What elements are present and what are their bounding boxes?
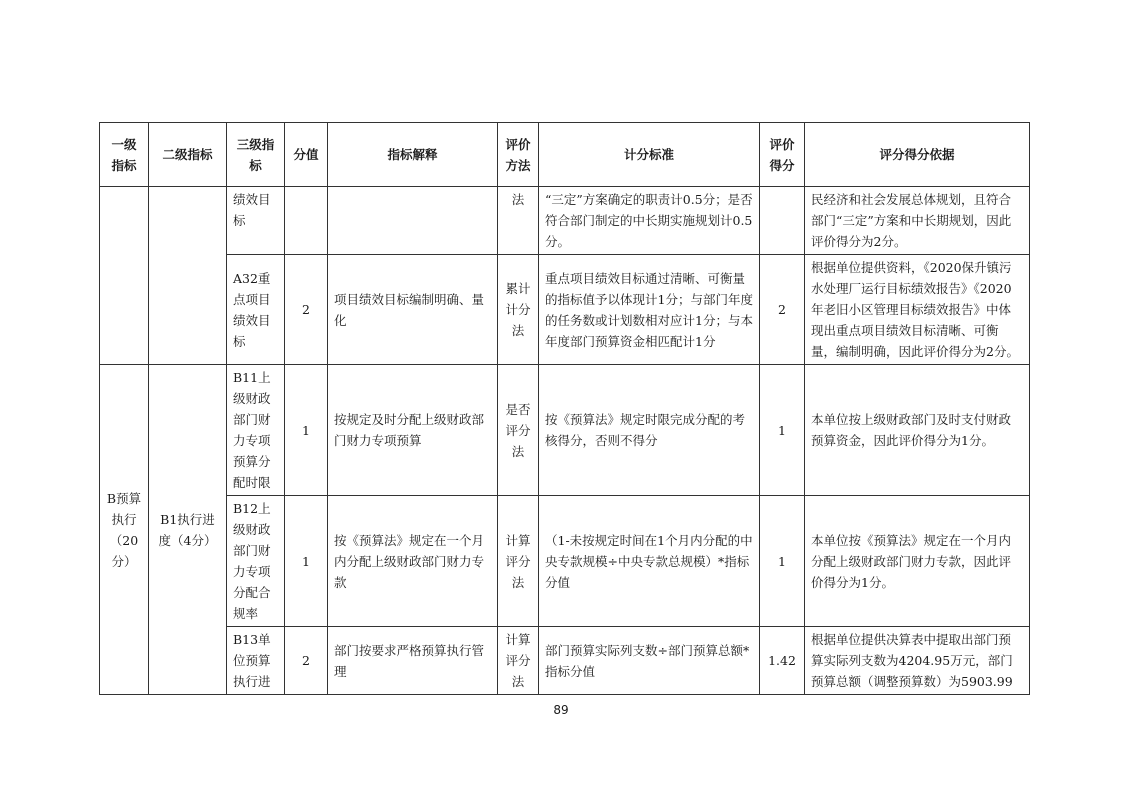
method-cell: 法 [498, 187, 539, 255]
score-value-cell: 1 [285, 365, 328, 496]
explanation-cell: 按《预算法》规定在一个月内分配上级财政部门财力专款 [328, 496, 498, 627]
page-number: 89 [553, 703, 569, 717]
table-row [100, 496, 1030, 627]
standard-cell: （1-未按规定时间在1个月内分配的中央专款规模÷中央专款总规模）*指标分值 [539, 496, 760, 627]
result-cell: 1 [760, 496, 805, 627]
header-level3: 三级指标 [227, 123, 285, 187]
basis-cell: 本单位按上级财政部门及时支付财政预算资金，因此评价得分为1分。 [805, 365, 1030, 496]
header-method: 评价方法 [498, 123, 539, 187]
standard-cell: 按《预算法》规定时限完成分配的考核得分，否则不得分 [539, 365, 760, 496]
level3-cell: B13单位预算执行进 [227, 627, 285, 695]
explanation-cell [328, 187, 498, 255]
level1-cell-a-cont [100, 255, 149, 365]
header-standard: 计分标准 [539, 123, 760, 187]
header-score-value: 分值 [285, 123, 328, 187]
score-value-cell [285, 187, 328, 255]
header-result: 评价得分 [760, 123, 805, 187]
result-cell: 1.42 [760, 627, 805, 695]
level2-cell-a [149, 187, 227, 255]
header-level2: 二级指标 [149, 123, 227, 187]
basis-cell: 本单位按《预算法》规定在一个月内分配上级财政部门财力专款，因此评价得分为1分。 [805, 496, 1030, 627]
evaluation-table [99, 122, 1030, 695]
method-cell: 是否评分法 [498, 365, 539, 496]
level1-cell-b: B预算执行（20分） [100, 365, 149, 695]
level3-cell: A32重点项目绩效目标 [227, 255, 285, 365]
score-value-cell: 1 [285, 496, 328, 627]
level3-cell: B12上级财政部门财力专项分配合规率 [227, 496, 285, 627]
method-cell: 计算评分法 [498, 627, 539, 695]
level3-cell: B11上级财政部门财力专项预算分配时限 [227, 365, 285, 496]
table-row [100, 187, 1030, 255]
score-value-cell: 2 [285, 627, 328, 695]
standard-cell: “三定”方案确定的职责计0.5分；是否符合部门制定的中长期实施规划计0.5分。 [539, 187, 760, 255]
table-row [100, 365, 1030, 496]
basis-cell: 根据单位提供决算表中提取出部门预算实际列支数为4204.95万元，部门预算总额（调整预算数）为5903.99 [805, 627, 1030, 695]
basis-cell: 民经济和社会发展总体规划，且符合部门“三定”方案和中长期规划，因此评价得分为2分。 [805, 187, 1030, 255]
table-row [100, 255, 1030, 365]
explanation-cell: 部门按要求严格预算执行管理 [328, 627, 498, 695]
level1-cell-a [100, 187, 149, 255]
header-explanation: 指标解释 [328, 123, 498, 187]
header-row [100, 123, 1030, 187]
standard-cell: 重点项目绩效目标通过清晰、可衡量的指标值予以体现计1分；与部门年度的任务数或计划数相对应计1分；与本年度部门预算资金相匹配计1分 [539, 255, 760, 365]
level2-cell-b: B1执行进度（4分） [149, 365, 227, 695]
method-cell: 累计计分法 [498, 255, 539, 365]
score-value-cell: 2 [285, 255, 328, 365]
explanation-cell: 项目绩效目标编制明确、量化 [328, 255, 498, 365]
level2-cell-a-cont [149, 255, 227, 365]
result-cell [760, 187, 805, 255]
basis-cell: 根据单位提供资料，《2020保升镇污水处理厂运行目标绩效报告》《2020年老旧小区管理目标绩效报告》中体现出重点项目绩效目标清晰、可衡量，编制明确，因此评价得分为2分。 [805, 255, 1030, 365]
explanation-cell: 按规定及时分配上级财政部门财力专项预算 [328, 365, 498, 496]
standard-cell: 部门预算实际列支数÷部门预算总额*指标分值 [539, 627, 760, 695]
header-basis: 评分得分依据 [805, 123, 1030, 187]
header-level1: 一级指标 [100, 123, 149, 187]
result-cell: 1 [760, 365, 805, 496]
level3-cell: 绩效目标 [227, 187, 285, 255]
table-row [100, 627, 1030, 695]
method-cell: 计算评分法 [498, 496, 539, 627]
result-cell: 2 [760, 255, 805, 365]
